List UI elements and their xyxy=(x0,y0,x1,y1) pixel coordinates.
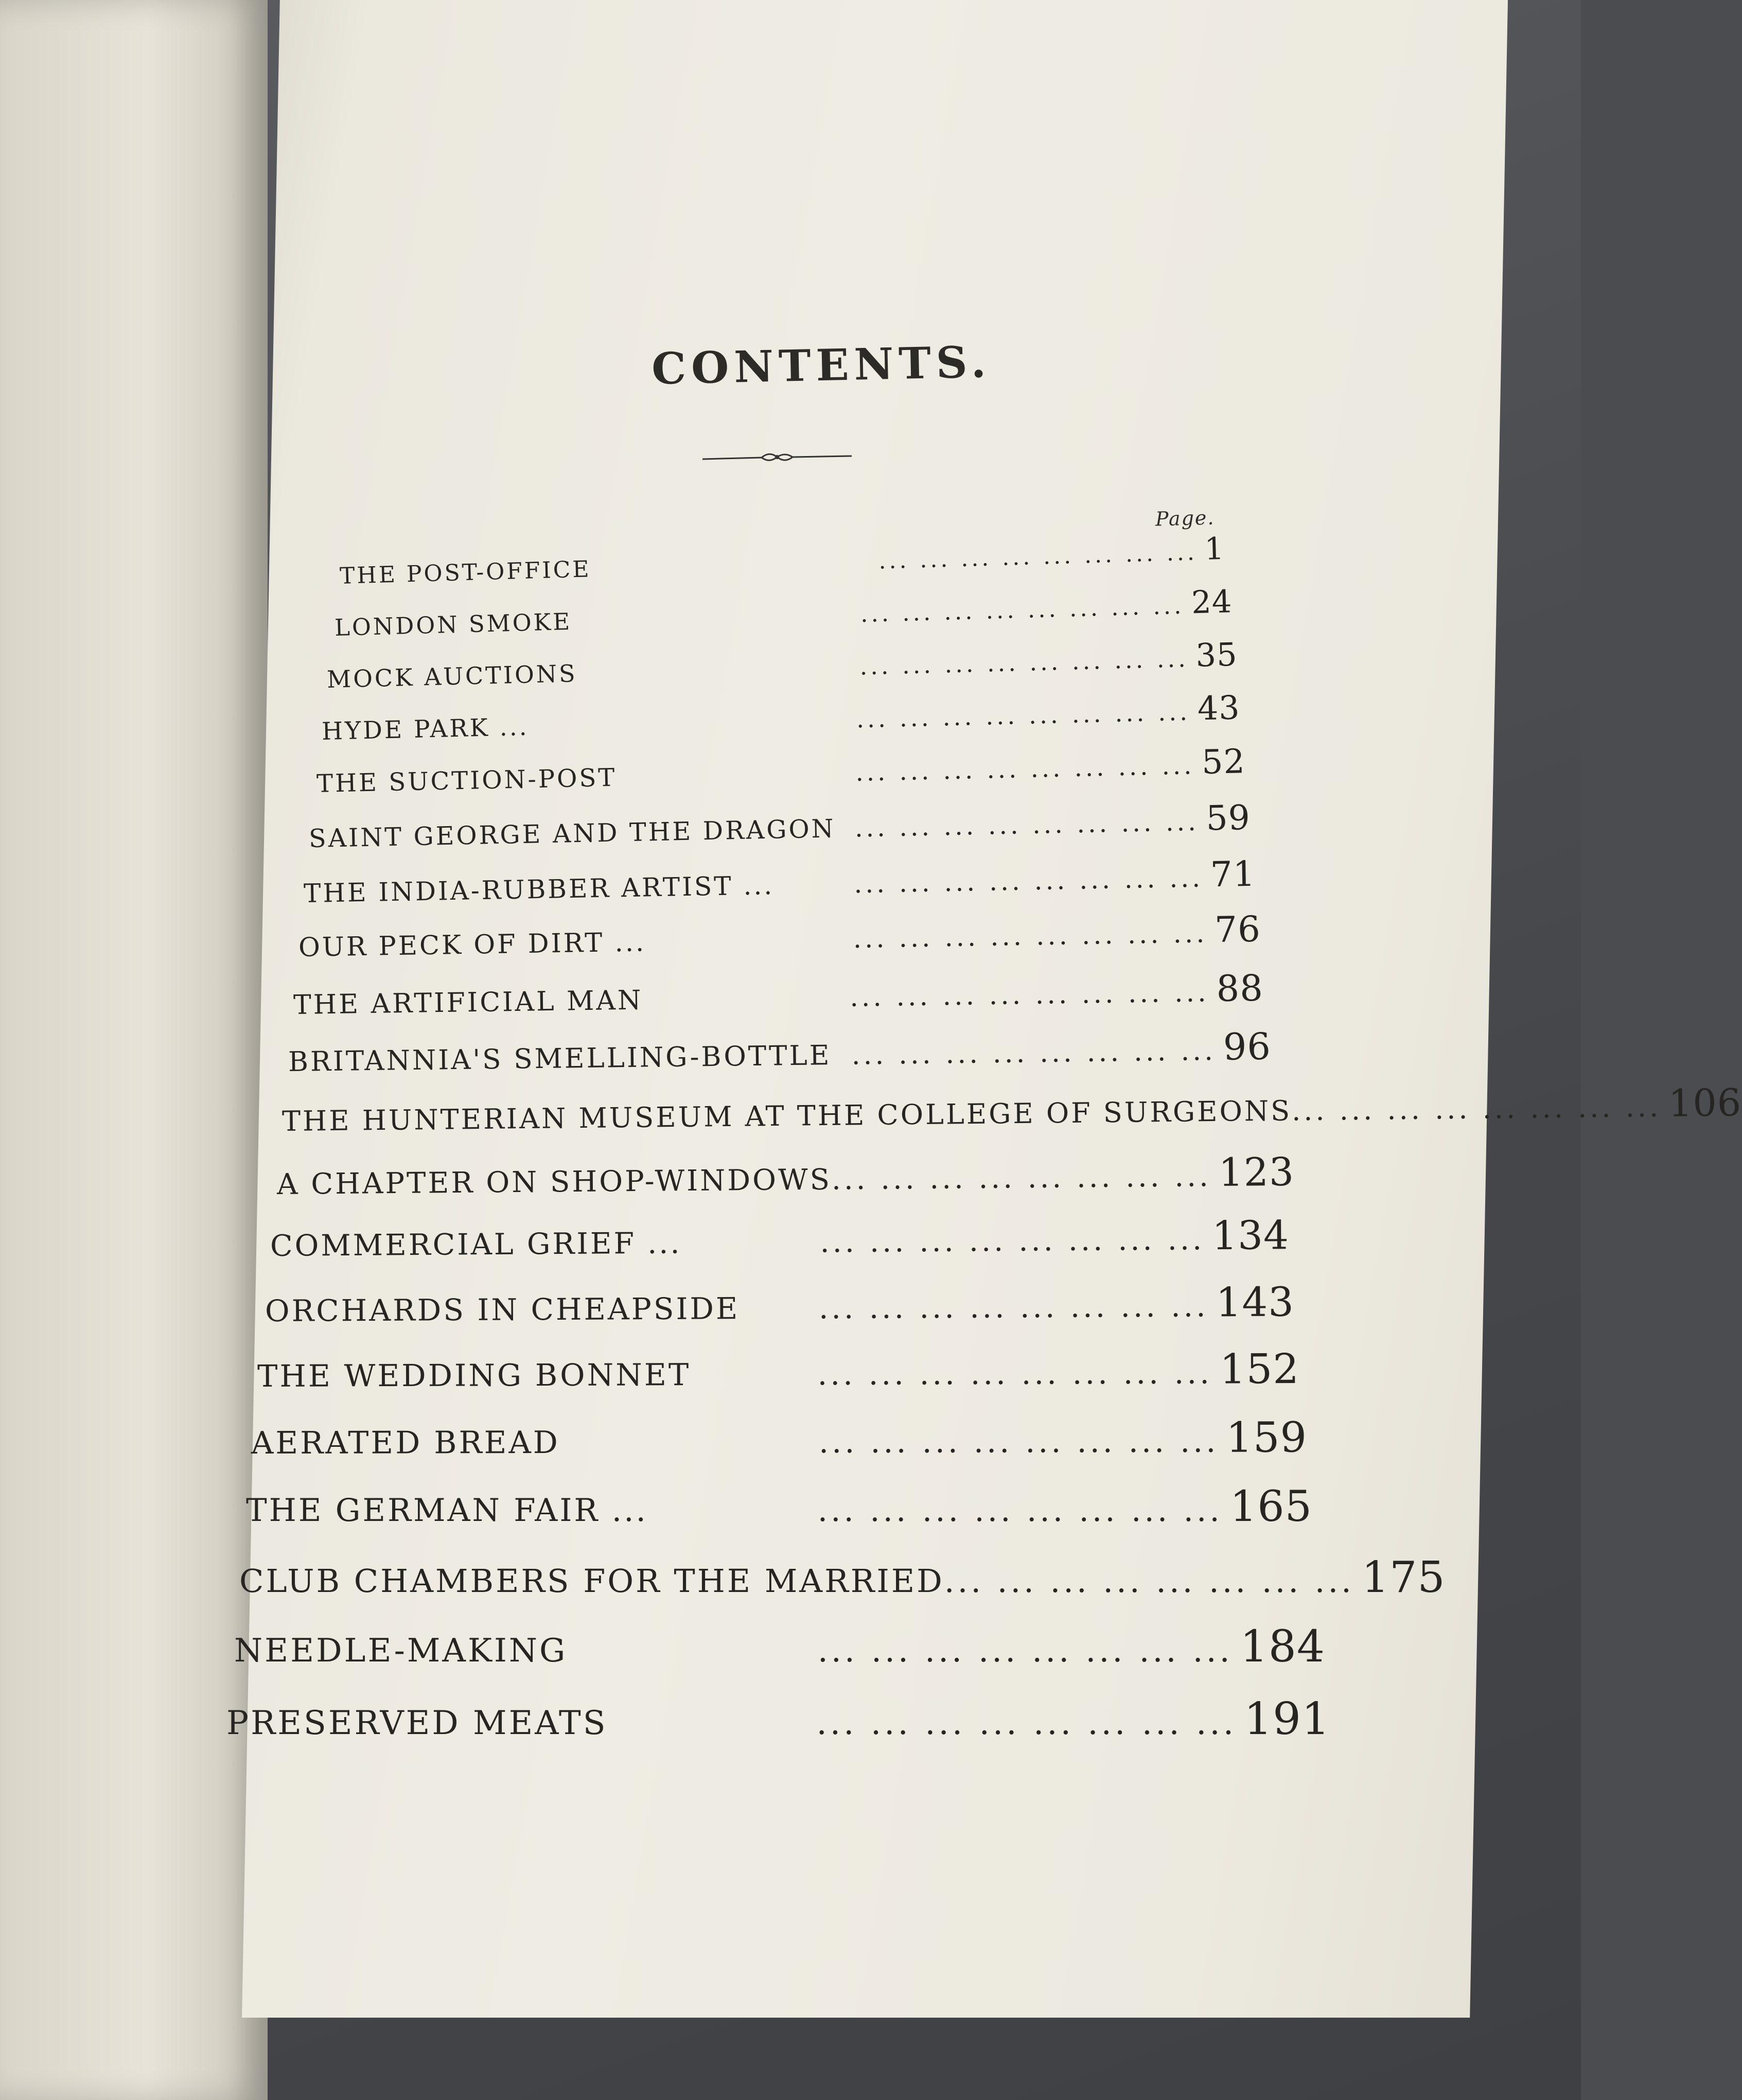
toc-entry-page: 152 xyxy=(1219,1344,1300,1393)
dot-leader: ... ... ... ... ... ... ... ... xyxy=(817,1492,1223,1529)
toc-entry-title: THE INDIA-RUBBER ARTIST ... xyxy=(303,870,775,908)
toc-entry xyxy=(246,1482,1312,1531)
toc-entry-page: 191 xyxy=(1244,1693,1330,1745)
toc-entry xyxy=(265,1279,1294,1331)
toc-entry-page: 184 xyxy=(1240,1621,1325,1672)
toc-entry-page: 71 xyxy=(1210,853,1256,895)
toc-entry xyxy=(339,531,1225,591)
toc-entry xyxy=(326,636,1238,695)
toc-entry-title: THE SUCTION-POST xyxy=(316,763,617,798)
toc-entry xyxy=(293,967,1263,1023)
dot-leader: ... ... ... ... ... ... ... ... xyxy=(853,863,1204,899)
toc-entry-title: ORCHARDS IN CHEAPSIDE xyxy=(265,1291,740,1328)
dot-leader: ... ... ... ... ... ... ... ... xyxy=(849,977,1210,1013)
dot-leader: ... ... ... ... ... ... ... ... xyxy=(1291,1090,1662,1127)
toc-entry-title: HYDE PARK ... xyxy=(321,712,530,746)
toc-entry xyxy=(239,1552,1446,1602)
toc-entry xyxy=(251,1413,1307,1464)
toc-entry-page: 123 xyxy=(1218,1149,1295,1196)
dot-leader: ... ... ... ... ... ... ... ... xyxy=(816,1704,1237,1742)
toc-entry-page: 24 xyxy=(1191,584,1233,621)
toc-entry-title: NEEDLE-MAKING xyxy=(234,1632,568,1669)
dot-leader: ... ... ... ... ... ... ... ... xyxy=(817,1632,1233,1669)
toc-entry-page: 134 xyxy=(1211,1213,1290,1259)
dot-leader: ... ... ... ... ... ... ... ... xyxy=(859,644,1189,680)
toc-entry-title: THE POST-OFFICE xyxy=(339,556,592,589)
dot-leader: ... ... ... ... ... ... ... ... xyxy=(817,1355,1213,1392)
dot-leader: ... ... ... ... ... ... ... ... xyxy=(853,918,1208,955)
dot-leader: ... ... ... ... ... ... ... ... xyxy=(856,697,1191,734)
toc-entry-page: 159 xyxy=(1226,1413,1308,1462)
toc-entry-title: THE HUNTERIAN MUSEUM AT THE COLLEGE OF SURGEONS xyxy=(281,1094,1292,1137)
toc-entry-page: 165 xyxy=(1229,1482,1312,1531)
toc-entry-title: COMMERCIAL GRIEF ... xyxy=(270,1226,682,1263)
dot-leader: ... ... ... ... ... ... ... ... xyxy=(819,1423,1219,1461)
toc-entry xyxy=(257,1345,1299,1396)
toc-entry xyxy=(334,584,1233,643)
toc-entry-title: THE GERMAN FAIR ... xyxy=(246,1492,648,1529)
toc-entry xyxy=(276,1149,1295,1203)
toc-entry-title: PRESERVED MEATS xyxy=(226,1704,608,1742)
toc-entry-page: 106 xyxy=(1668,1081,1742,1126)
toc-entry xyxy=(234,1621,1325,1672)
dot-leader: ... ... ... ... ... ... ... ... xyxy=(878,539,1198,574)
dot-leader: ... ... ... ... ... ... ... ... xyxy=(820,1222,1205,1259)
toc-entry xyxy=(270,1213,1290,1266)
dot-leader: ... ... ... ... ... ... ... ... xyxy=(818,1288,1209,1326)
dot-leader: ... ... ... ... ... ... ... ... xyxy=(851,1035,1217,1071)
toc-entry-page: 43 xyxy=(1196,688,1241,728)
toc-entry-title: THE WEDDING BONNET xyxy=(257,1357,691,1394)
toc-entry-page: 143 xyxy=(1216,1279,1295,1326)
toc-entry-page: 59 xyxy=(1205,797,1251,838)
dot-leader: ... ... ... ... ... ... ... ... xyxy=(860,591,1185,628)
toc-entry-page: 88 xyxy=(1216,967,1264,1010)
dot-leader: ... ... ... ... ... ... ... ... xyxy=(944,1562,1354,1600)
toc-entry-title: LONDON SMOKE xyxy=(334,607,572,641)
dot-leader: ... ... ... ... ... ... ... ... xyxy=(854,807,1200,843)
toc-entry xyxy=(303,853,1256,911)
toc-entry xyxy=(316,742,1245,800)
toc-entry-page: 52 xyxy=(1201,742,1246,782)
toc-entry-page: 175 xyxy=(1361,1552,1446,1602)
dot-leader: ... ... ... ... ... ... ... ... xyxy=(831,1160,1212,1197)
toc-entry-page: 1 xyxy=(1204,531,1225,568)
page-column-label: Page. xyxy=(1155,506,1215,531)
toc-entry xyxy=(226,1693,1330,1745)
toc-entry-title: A CHAPTER ON SHOP-WINDOWS xyxy=(276,1163,832,1201)
toc-entry xyxy=(308,798,1251,855)
dot-leader: ... ... ... ... ... ... ... ... xyxy=(855,751,1195,787)
toc-entry-title: THE ARTIFICIAL MAN xyxy=(293,985,643,1021)
toc-entry-title: CLUB CHAMBERS FOR THE MARRIED xyxy=(239,1562,944,1600)
toc-entry xyxy=(321,689,1240,747)
page-title: CONTENTS. xyxy=(651,336,992,394)
toc-entry-title: MOCK AUCTIONS xyxy=(326,659,578,693)
toc-entry-page: 76 xyxy=(1214,908,1261,951)
toc-entry-title: AERATED BREAD xyxy=(251,1424,560,1461)
toc-entry-page: 96 xyxy=(1223,1025,1272,1069)
toc-entry-title: SAINT GEORGE AND THE DRAGON xyxy=(308,814,836,853)
toc-entry-title: BRITANNIA'S SMELLING-BOTTLE xyxy=(288,1040,832,1078)
toc-entry-title: OUR PECK OF DIRT ... xyxy=(298,927,646,963)
toc-entry xyxy=(298,909,1261,965)
toc-entry xyxy=(288,1025,1271,1080)
toc-entry-page: 35 xyxy=(1195,635,1238,674)
toc-entry xyxy=(281,1081,1742,1140)
